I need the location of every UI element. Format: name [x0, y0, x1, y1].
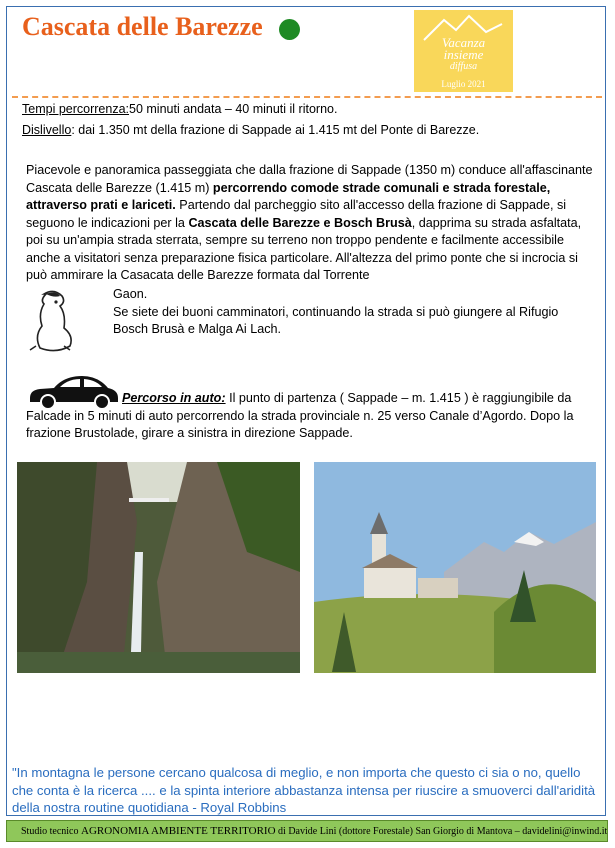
footer-c: di Davide Lini (dottore Forestale) San Giorgio di Mantova – davidelini@inwind.it	[275, 826, 608, 837]
p2-gaon: Gaon.	[113, 287, 148, 301]
footer-bar	[6, 820, 608, 842]
logo-line1: Vacanza	[441, 35, 486, 50]
village-photo	[314, 462, 596, 673]
p2-text: Se siete dei buoni camminatori, continuando la strada si può giungere al Rifugio Bosch Brusà e Malga Ai Lach.	[113, 304, 559, 336]
car-paragraph	[26, 390, 594, 443]
time-value: 50 minuti andata – 40 minuti il ritorno.	[129, 102, 338, 116]
event-logo	[414, 10, 513, 92]
page-title: Cascata delle Barezze	[22, 12, 263, 41]
p1-text-d: Cascata delle Barezze e Bosch Brusà	[188, 215, 412, 230]
time-info	[22, 102, 337, 116]
continuation-paragraph	[113, 286, 593, 339]
marmot-icon	[24, 288, 78, 354]
quote-text: "In montagna le persone cercano qualcosa di meglio, e non importa che questo ci sia o no, quello che conta è la ricerca .... e la spinta interiore abbastanza intensa per riuscire a smuoverci dall'aridità della nostra routine quotidiana - Royal Robbins	[12, 765, 596, 815]
logo-line4: Luglio 2021	[441, 79, 486, 89]
p1-text-b: percorrendo comode strade comunali e strada forestale, attraverso prati e lariceti.	[26, 180, 551, 212]
p1-text-e: , dapprima su strada asfaltata, poi su un'ampia strada sterrata, sempre su terreno non troppo pendente e facilmente accessibile anche a visitatori senza preparazione fisica particolare. All'altezza del primo ponte che si incrocia si può ammirare la Casacata delle Barezze formata dal Torrente	[26, 215, 582, 282]
logo-line2: insieme	[443, 47, 484, 62]
p1-text-a: Piacevole e panoramica passeggiata che dalla frazione di Sappade (1350 m) conduce all'affascinante Cascata delle Barezze (1.415 m)	[26, 163, 593, 195]
p1-text-c: Partendo dal parcheggio sito all'accesso della frazione di Sappade, si seguono le indicazioni per la	[26, 198, 567, 230]
waterfall-photo	[17, 462, 300, 673]
difficulty-dot	[279, 19, 300, 40]
car-text: Il punto di partenza ( Sappade – m. 1.415 ) è raggiungibile da Falcade in 5 minuti di auto percorrendo la strada provinciale n. 25 verso Canale d’Agordo. Dopo la frazione Brustolade, girare a sinistra in direzione Sappade.	[26, 391, 574, 440]
logo-line3: diffusa	[449, 61, 478, 72]
time-label: Tempi percorrenza:	[22, 102, 129, 116]
elevation-info	[22, 123, 479, 137]
footer-a: Studio tecnico	[21, 826, 81, 837]
car-label: Percorso in auto:	[122, 391, 226, 405]
divider	[12, 96, 602, 98]
description-paragraph	[26, 162, 594, 285]
elevation-label: Dislivello	[22, 123, 72, 137]
elevation-value: : dai 1.350 mt della frazione di Sappade ai 1.415 mt del Ponte di Barezze.	[71, 123, 480, 137]
footer-b: AGRONOMIA AMBIENTE TERRITORIO	[81, 825, 276, 837]
